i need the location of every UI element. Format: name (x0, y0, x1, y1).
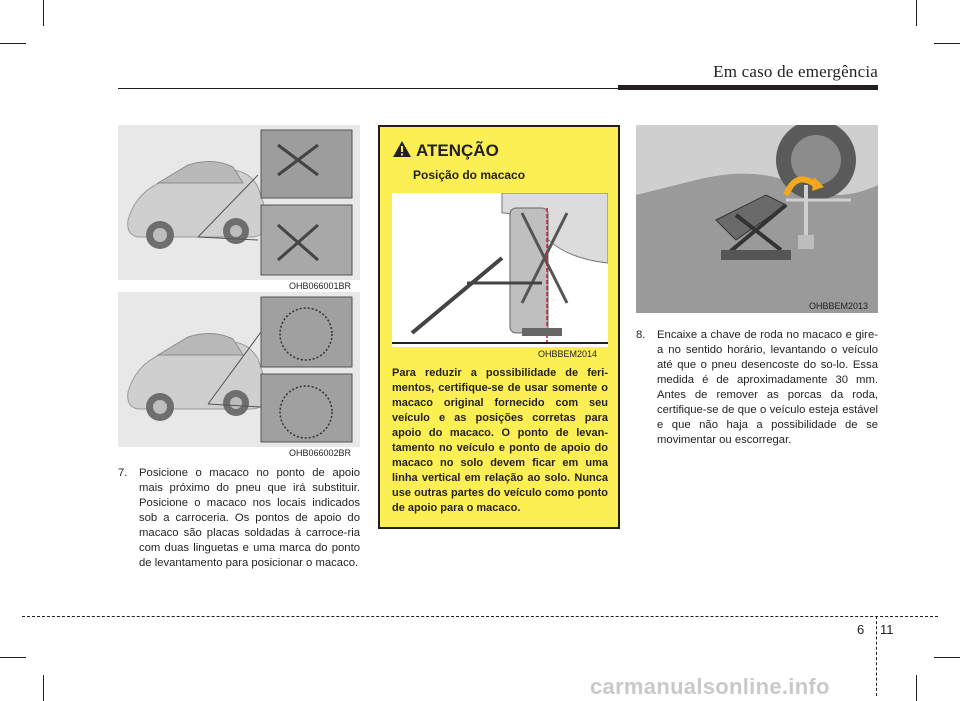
crop-mark (0, 657, 26, 658)
figure-code: OHBBEM2014 (538, 349, 598, 359)
watermark: carmanualsonline.info (590, 674, 830, 699)
figure-car-jack-points-top (118, 125, 360, 280)
step-8 (636, 328, 878, 448)
step-number: 8. (636, 329, 646, 341)
car-jack-illustration (118, 125, 360, 280)
warning-subtitle: Posição do macaco (413, 168, 526, 182)
warning-figure (392, 193, 608, 347)
step-text: Posicione o macaco no ponto de apoio mais próximo do pneu que irá substituir. Posicione o macaco nos locais indicados sob a carroceria. Os pontos de apoio do macaco são placas soldadas à carroce-ria com duas linguetas e uma marca do ponto de levantamento para posicionar o macaco. (139, 467, 360, 569)
figure-car-jack-points-bottom (118, 292, 360, 447)
crop-mark (934, 657, 960, 658)
crop-mark (0, 43, 26, 44)
step-text: Encaixe a chave de roda no macaco e gire-a no sentido horário, levantando o veículo até que o pneu desencoste do so-lo. Essa medida é de aproximadamente 30 mm. Antes de remover as porcas da roda, certifique-se de que o veículo esteja estável e que não haja a possibilidade de se movimentar ou escorregar. (657, 329, 878, 446)
footer-rule (22, 616, 938, 617)
crop-mark (43, 675, 44, 701)
jack-position-illustration (392, 193, 608, 347)
header-rule (118, 88, 618, 89)
figure-code: OHB066001BR (289, 281, 352, 291)
crop-mark (916, 675, 917, 701)
crop-mark (43, 0, 44, 26)
warning-title: ATENÇÃO (416, 141, 499, 160)
crop-mark (934, 43, 960, 44)
step-number: 7. (118, 467, 128, 479)
figure-code: OHBBEM2013 (809, 301, 869, 311)
page-chapter: 6 (857, 622, 865, 637)
figure-jack-wrench (636, 125, 878, 313)
footer-divider (876, 616, 877, 696)
warning-box (378, 125, 620, 529)
header-bar (618, 85, 878, 90)
jack-wrench-illustration (636, 125, 878, 313)
crop-mark (916, 0, 917, 26)
figure-code: OHB066002BR (289, 448, 352, 458)
step-7 (118, 466, 360, 571)
warning-triangle-icon (392, 140, 412, 158)
page-header-title: Em caso de emergência (713, 62, 878, 81)
page-number: 11 (880, 622, 894, 637)
car-jack-plate-illustration (118, 292, 360, 447)
warning-text: Para reduzir a possibilidade de feri-mentos, certifique-se de usar somente o macaco original fornecido com seu veículo e as posições corretas para apoio do macaco. O ponto de levan-tamento no veículo e ponto de apoio do macaco no solo devem ficar em uma linha vertical em relação ao solo. Nunca use outras partes do veículo como ponto de apoio para o macaco. (392, 367, 608, 514)
